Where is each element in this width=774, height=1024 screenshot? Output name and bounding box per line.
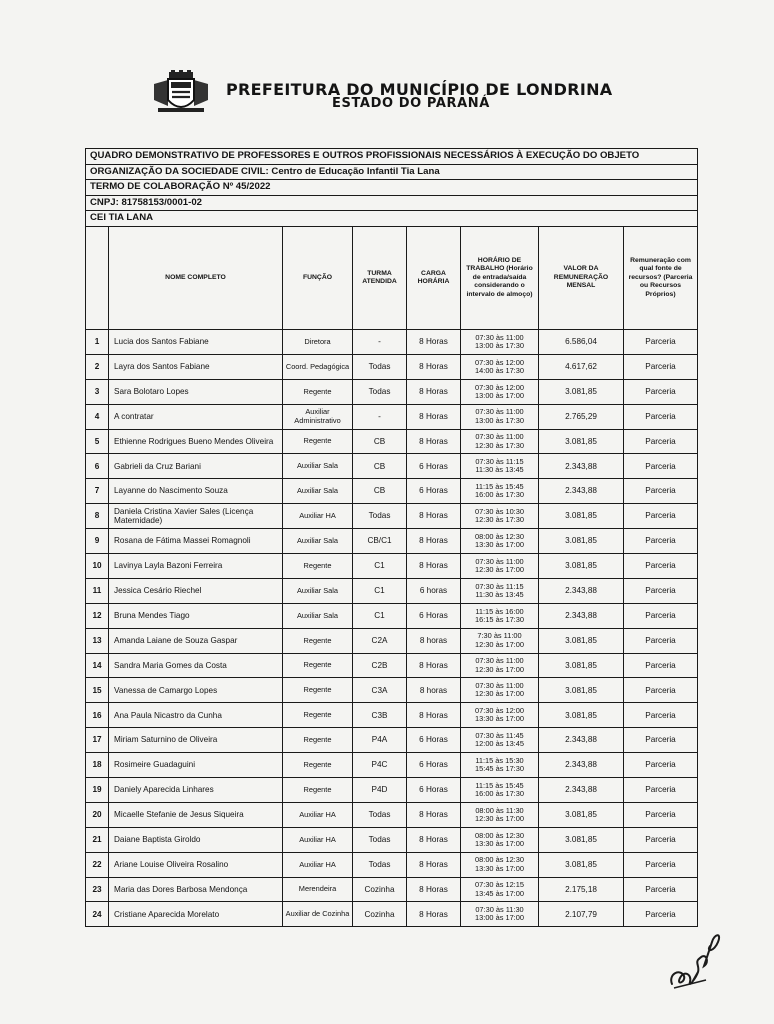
row-name: Rosimeire Guadaguini xyxy=(109,753,283,778)
row-class: Todas xyxy=(353,852,407,877)
row-class: - xyxy=(353,330,407,355)
schedule-morning: 07:30 às 11:00 xyxy=(475,656,524,666)
row-class: Todas xyxy=(353,504,407,529)
schedule-morning: 07:30 às 12:00 xyxy=(475,706,524,716)
row-schedule xyxy=(461,479,539,504)
row-class: C1 xyxy=(353,578,407,603)
schedule-afternoon: 12:30 às 17:30 xyxy=(475,515,524,525)
row-salary: 3.081,85 xyxy=(539,653,624,678)
row-role: Regente xyxy=(283,778,353,803)
row-number: 1 xyxy=(86,330,109,355)
row-class: Cozinha xyxy=(353,902,407,927)
schedule-afternoon: 13:30 às 17:00 xyxy=(475,838,524,848)
row-class: Todas xyxy=(353,379,407,404)
row-name: Ariane Louise Oliveira Rosalino xyxy=(109,852,283,877)
row-funding: Parceria xyxy=(624,753,698,778)
table-row xyxy=(86,330,698,355)
doc-heading: QUADRO DEMONSTRATIVO DE PROFESSORES E OUTROS PROFISSIONAIS NECESSÁRIOS À EXECUÇÃO DO OBJETO xyxy=(86,149,697,165)
row-funding: Parceria xyxy=(624,628,698,653)
row-funding: Parceria xyxy=(624,902,698,927)
row-class: C3B xyxy=(353,703,407,728)
row-salary: 3.081,85 xyxy=(539,554,624,579)
schedule-morning: 07:30 às 11:00 xyxy=(475,407,524,417)
row-class: Cozinha xyxy=(353,877,407,902)
schedule-morning: 07:30 às 12:00 xyxy=(475,357,524,367)
table-row xyxy=(86,628,698,653)
schedule-afternoon: 13:45 às 17:00 xyxy=(475,888,524,898)
row-class: P4C xyxy=(353,753,407,778)
row-class: Todas xyxy=(353,354,407,379)
row-schedule xyxy=(461,877,539,902)
term-line: TERMO DE COLABORAÇÃO Nº 45/2022 xyxy=(86,180,697,196)
row-workload: 8 Horas xyxy=(407,827,461,852)
row-schedule xyxy=(461,902,539,927)
table-row xyxy=(86,753,698,778)
row-schedule xyxy=(461,827,539,852)
row-salary: 2.343,88 xyxy=(539,578,624,603)
row-class: CB xyxy=(353,429,407,454)
coat-of-arms-icon xyxy=(152,70,210,114)
schedule-morning: 07:30 às 11:00 xyxy=(475,681,524,691)
table-row xyxy=(86,678,698,703)
row-salary: 3.081,85 xyxy=(539,678,624,703)
schedule-afternoon: 13:00 às 17:00 xyxy=(475,913,524,923)
schedule-morning: 08:00 às 12:30 xyxy=(475,830,524,840)
staff-table xyxy=(85,226,698,927)
row-workload: 8 Horas xyxy=(407,802,461,827)
table-row xyxy=(86,554,698,579)
row-name: Daiane Baptista Giroldo xyxy=(109,827,283,852)
row-workload: 8 Horas xyxy=(407,429,461,454)
row-workload: 8 Horas xyxy=(407,354,461,379)
row-schedule xyxy=(461,778,539,803)
col-num-header xyxy=(86,227,109,330)
table-row xyxy=(86,852,698,877)
row-role: Regente xyxy=(283,728,353,753)
row-name: Sara Bolotaro Lopes xyxy=(109,379,283,404)
row-role: Regente xyxy=(283,703,353,728)
row-role: Regente xyxy=(283,678,353,703)
handwritten-initials-icon xyxy=(666,922,726,992)
schedule-afternoon: 13:30 às 17:00 xyxy=(475,714,524,724)
row-class: CB xyxy=(353,479,407,504)
row-workload: 8 Horas xyxy=(407,703,461,728)
row-number: 9 xyxy=(86,529,109,554)
row-role: Regente xyxy=(283,753,353,778)
schedule-morning: 11:15 às 15:30 xyxy=(475,755,524,765)
row-workload: 8 horas xyxy=(407,628,461,653)
row-name: Amanda Laiane de Souza Gaspar xyxy=(109,628,283,653)
row-number: 12 xyxy=(86,603,109,628)
row-name: Gabrieli da Cruz Bariani xyxy=(109,454,283,479)
row-class: P4A xyxy=(353,728,407,753)
row-schedule xyxy=(461,802,539,827)
schedule-afternoon: 16:00 às 17:30 xyxy=(475,490,524,500)
table-row xyxy=(86,802,698,827)
schedule-afternoon: 12:00 às 13:45 xyxy=(475,739,524,749)
row-name: Miriam Saturnino de Oliveira xyxy=(109,728,283,753)
row-name: Sandra Maria Gomes da Costa xyxy=(109,653,283,678)
schedule-morning: 07:30 às 10:30 xyxy=(475,506,524,516)
row-salary: 2.343,88 xyxy=(539,778,624,803)
page-subtitle: ESTADO DO PARANÁ xyxy=(332,96,490,111)
table-row xyxy=(86,529,698,554)
row-class: C2A xyxy=(353,628,407,653)
row-role: Auxiliar Sala xyxy=(283,529,353,554)
row-role: Regente xyxy=(283,554,353,579)
row-funding: Parceria xyxy=(624,678,698,703)
schedule-morning: 11:15 às 15:45 xyxy=(475,482,524,492)
row-number: 3 xyxy=(86,379,109,404)
table-row xyxy=(86,902,698,927)
row-salary: 3.081,85 xyxy=(539,802,624,827)
table-row xyxy=(86,404,698,429)
row-salary: 4.617,62 xyxy=(539,354,624,379)
row-name: Lucia dos Santos Fabiane xyxy=(109,330,283,355)
row-class: P4D xyxy=(353,778,407,803)
row-role: Merendeira xyxy=(283,877,353,902)
schedule-morning: 07:30 às 11:00 xyxy=(475,432,524,442)
row-salary: 3.081,85 xyxy=(539,628,624,653)
table-row xyxy=(86,728,698,753)
row-name: Jessica Cesário Riechel xyxy=(109,578,283,603)
schedule-morning: 07:30 às 11:30 xyxy=(475,905,524,915)
organization-line: ORGANIZAÇÃO DA SOCIEDADE CIVIL: Centro de Educação Infantil Tia Lana xyxy=(86,165,697,181)
row-schedule xyxy=(461,429,539,454)
row-role: Auxiliar Administrativo xyxy=(283,404,353,429)
row-role: Auxiliar de Cozinha xyxy=(283,902,353,927)
schedule-afternoon: 15:45 às 17:30 xyxy=(475,764,524,774)
row-workload: 6 horas xyxy=(407,578,461,603)
col-funding-header: Remuneração com qual fonte de recursos? (Parceria ou Recursos Próprios) xyxy=(624,227,698,330)
row-class: Todas xyxy=(353,802,407,827)
schedule-morning: 07:30 às 11:00 xyxy=(475,332,524,342)
row-schedule xyxy=(461,603,539,628)
page-title: PREFEITURA DO MUNICÍPIO DE LONDRINA xyxy=(226,80,613,99)
row-name: Micaelle Stefanie de Jesus Siqueira xyxy=(109,802,283,827)
row-schedule xyxy=(461,330,539,355)
row-schedule xyxy=(461,404,539,429)
row-role: Auxiliar HA xyxy=(283,504,353,529)
table-header-row xyxy=(86,227,698,330)
schedule-afternoon: 11:30 às 13:45 xyxy=(475,589,524,599)
row-workload: 6 Horas xyxy=(407,753,461,778)
schedule-morning: 08:00 às 12:30 xyxy=(475,531,524,541)
table-row xyxy=(86,379,698,404)
row-schedule xyxy=(461,628,539,653)
row-salary: 3.081,85 xyxy=(539,703,624,728)
document-info-block xyxy=(85,148,698,227)
schedule-afternoon: 12:30 às 17:00 xyxy=(475,813,524,823)
schedule-morning: 11:15 às 16:00 xyxy=(475,606,524,616)
row-role: Auxiliar Sala xyxy=(283,578,353,603)
col-salary-header: VALOR DA REMUNERAÇÃO MENSAL xyxy=(539,227,624,330)
row-workload: 8 Horas xyxy=(407,877,461,902)
row-workload: 8 Horas xyxy=(407,529,461,554)
schedule-morning: 07:30 às 12:00 xyxy=(475,382,524,392)
row-workload: 6 Horas xyxy=(407,778,461,803)
row-funding: Parceria xyxy=(624,379,698,404)
row-name: Ethienne Rodrigues Bueno Mendes Oliveira xyxy=(109,429,283,454)
page-header xyxy=(150,70,620,120)
schedule-morning: 11:15 às 15:45 xyxy=(475,780,524,790)
row-name: Rosana de Fátima Massei Romagnoli xyxy=(109,529,283,554)
row-number: 15 xyxy=(86,678,109,703)
row-class: CB xyxy=(353,454,407,479)
schedule-afternoon: 12:30 às 17:00 xyxy=(475,664,524,674)
schedule-morning: 07:30 às 11:15 xyxy=(475,457,524,467)
row-number: 4 xyxy=(86,404,109,429)
row-number: 17 xyxy=(86,728,109,753)
row-role: Auxiliar Sala xyxy=(283,479,353,504)
row-funding: Parceria xyxy=(624,852,698,877)
row-schedule xyxy=(461,753,539,778)
row-role: Regente xyxy=(283,429,353,454)
table-row xyxy=(86,578,698,603)
row-class: C2B xyxy=(353,653,407,678)
row-number: 24 xyxy=(86,902,109,927)
row-schedule xyxy=(461,379,539,404)
row-funding: Parceria xyxy=(624,404,698,429)
row-funding: Parceria xyxy=(624,778,698,803)
row-role: Auxiliar Sala xyxy=(283,454,353,479)
row-name: Lavinya Layla Bazoni Ferreira xyxy=(109,554,283,579)
row-name: Daniely Aparecida Linhares xyxy=(109,778,283,803)
row-schedule xyxy=(461,703,539,728)
row-name: Maria das Dores Barbosa Mendonça xyxy=(109,877,283,902)
row-salary: 2.343,88 xyxy=(539,728,624,753)
row-number: 10 xyxy=(86,554,109,579)
row-schedule xyxy=(461,454,539,479)
row-schedule xyxy=(461,504,539,529)
row-role: Auxiliar Sala xyxy=(283,603,353,628)
table-row xyxy=(86,354,698,379)
row-class: C1 xyxy=(353,603,407,628)
row-schedule xyxy=(461,578,539,603)
row-workload: 8 horas xyxy=(407,678,461,703)
schedule-afternoon: 14:00 às 17:30 xyxy=(475,365,524,375)
row-number: 21 xyxy=(86,827,109,852)
row-workload: 8 Horas xyxy=(407,379,461,404)
row-role: Regente xyxy=(283,379,353,404)
row-role: Regente xyxy=(283,628,353,653)
row-role: Auxiliar HA xyxy=(283,802,353,827)
row-salary: 2.765,29 xyxy=(539,404,624,429)
col-schedule-header: HORÁRIO DE TRABALHO (Horário de entrada/saída considerando o intervalo de almoço) xyxy=(461,227,539,330)
row-role: Auxiliar HA xyxy=(283,852,353,877)
row-number: 18 xyxy=(86,753,109,778)
row-name: Vanessa de Camargo Lopes xyxy=(109,678,283,703)
table-row xyxy=(86,504,698,529)
row-funding: Parceria xyxy=(624,603,698,628)
row-number: 5 xyxy=(86,429,109,454)
row-name: Daniela Cristina Xavier Sales (Licença Maternidade) xyxy=(109,504,283,529)
row-salary: 2.343,88 xyxy=(539,479,624,504)
schedule-morning: 7:30 às 11:00 xyxy=(477,631,522,641)
row-number: 16 xyxy=(86,703,109,728)
row-number: 11 xyxy=(86,578,109,603)
row-number: 8 xyxy=(86,504,109,529)
row-workload: 6 Horas xyxy=(407,479,461,504)
table-row xyxy=(86,653,698,678)
row-schedule xyxy=(461,678,539,703)
row-class: - xyxy=(353,404,407,429)
row-class: C1 xyxy=(353,554,407,579)
table-row xyxy=(86,479,698,504)
row-funding: Parceria xyxy=(624,653,698,678)
row-schedule xyxy=(461,728,539,753)
row-funding: Parceria xyxy=(624,330,698,355)
row-schedule xyxy=(461,554,539,579)
row-funding: Parceria xyxy=(624,802,698,827)
row-number: 7 xyxy=(86,479,109,504)
schedule-afternoon: 16:15 às 17:30 xyxy=(475,614,524,624)
row-class: C3A xyxy=(353,678,407,703)
schedule-afternoon: 12:30 às 17:00 xyxy=(475,639,524,649)
col-name-header: NOME COMPLETO xyxy=(109,227,283,330)
table-row xyxy=(86,454,698,479)
schedule-morning: 07:30 às 11:15 xyxy=(475,581,524,591)
row-number: 2 xyxy=(86,354,109,379)
row-workload: 8 Horas xyxy=(407,653,461,678)
schedule-afternoon: 13:00 às 17:00 xyxy=(475,390,524,400)
table-row xyxy=(86,603,698,628)
row-role: Auxiliar HA xyxy=(283,827,353,852)
row-salary: 2.343,88 xyxy=(539,753,624,778)
row-salary: 2.175,18 xyxy=(539,877,624,902)
schedule-afternoon: 12:30 às 17:00 xyxy=(475,564,524,574)
row-workload: 6 Horas xyxy=(407,603,461,628)
cnpj-line: CNPJ: 81758153/0001-02 xyxy=(86,196,697,212)
row-salary: 6.586,04 xyxy=(539,330,624,355)
row-workload: 8 Horas xyxy=(407,404,461,429)
row-funding: Parceria xyxy=(624,429,698,454)
table-row xyxy=(86,778,698,803)
row-funding: Parceria xyxy=(624,554,698,579)
row-funding: Parceria xyxy=(624,703,698,728)
schedule-afternoon: 13:00 às 17:30 xyxy=(475,415,524,425)
row-funding: Parceria xyxy=(624,578,698,603)
table-row xyxy=(86,429,698,454)
schedule-morning: 07:30 às 11:45 xyxy=(475,730,524,740)
row-schedule xyxy=(461,653,539,678)
row-salary: 3.081,85 xyxy=(539,504,624,529)
row-role: Coord. Pedagógica xyxy=(283,354,353,379)
schedule-afternoon: 13:30 às 17:00 xyxy=(475,540,524,550)
row-class: Todas xyxy=(353,827,407,852)
col-class-header: TURMA ATENDIDA xyxy=(353,227,407,330)
row-salary: 3.081,85 xyxy=(539,529,624,554)
row-name: Layra dos Santos Fabiane xyxy=(109,354,283,379)
row-workload: 6 Horas xyxy=(407,454,461,479)
row-number: 6 xyxy=(86,454,109,479)
row-name: Bruna Mendes Tiago xyxy=(109,603,283,628)
table-row xyxy=(86,827,698,852)
row-name: Ana Paula Nicastro da Cunha xyxy=(109,703,283,728)
row-salary: 2.107,79 xyxy=(539,902,624,927)
schedule-afternoon: 12:30 às 17:00 xyxy=(475,689,524,699)
row-salary: 2.343,88 xyxy=(539,454,624,479)
row-funding: Parceria xyxy=(624,504,698,529)
row-workload: 8 Horas xyxy=(407,330,461,355)
row-number: 14 xyxy=(86,653,109,678)
schedule-afternoon: 12:30 às 17:30 xyxy=(475,440,524,450)
row-role: Regente xyxy=(283,653,353,678)
table-row xyxy=(86,703,698,728)
row-number: 13 xyxy=(86,628,109,653)
row-salary: 3.081,85 xyxy=(539,827,624,852)
row-workload: 8 Horas xyxy=(407,554,461,579)
schedule-morning: 07:30 às 12:15 xyxy=(475,880,524,890)
row-name: Layanne do Nascimento Souza xyxy=(109,479,283,504)
row-role: Diretora xyxy=(283,330,353,355)
schedule-morning: 07:30 às 11:00 xyxy=(475,556,524,566)
row-funding: Parceria xyxy=(624,877,698,902)
schedule-afternoon: 11:30 às 13:45 xyxy=(475,465,524,475)
row-number: 19 xyxy=(86,778,109,803)
row-salary: 3.081,85 xyxy=(539,852,624,877)
table-row xyxy=(86,877,698,902)
row-name: A contratar xyxy=(109,404,283,429)
row-funding: Parceria xyxy=(624,827,698,852)
row-funding: Parceria xyxy=(624,454,698,479)
row-schedule xyxy=(461,529,539,554)
unit-line: CEI TIA LANA xyxy=(86,211,697,227)
row-workload: 8 Horas xyxy=(407,852,461,877)
schedule-afternoon: 13:00 às 17:30 xyxy=(475,340,524,350)
row-workload: 8 Horas xyxy=(407,902,461,927)
row-funding: Parceria xyxy=(624,728,698,753)
row-number: 23 xyxy=(86,877,109,902)
schedule-afternoon: 13:30 às 17:00 xyxy=(475,863,524,873)
row-funding: Parceria xyxy=(624,529,698,554)
row-name: Cristiane Aparecida Morelato xyxy=(109,902,283,927)
col-workload-header: CARGA HORÁRIA xyxy=(407,227,461,330)
schedule-morning: 08:00 às 12:30 xyxy=(475,855,524,865)
row-class: CB/C1 xyxy=(353,529,407,554)
row-schedule xyxy=(461,354,539,379)
row-number: 22 xyxy=(86,852,109,877)
schedule-afternoon: 16:00 às 17:30 xyxy=(475,788,524,798)
schedule-morning: 08:00 às 11:30 xyxy=(475,805,524,815)
row-funding: Parceria xyxy=(624,479,698,504)
row-salary: 3.081,85 xyxy=(539,379,624,404)
row-funding: Parceria xyxy=(624,354,698,379)
row-workload: 8 Horas xyxy=(407,504,461,529)
row-salary: 3.081,85 xyxy=(539,429,624,454)
row-number: 20 xyxy=(86,802,109,827)
col-role-header: FUNÇÃO xyxy=(283,227,353,330)
row-salary: 2.343,88 xyxy=(539,603,624,628)
row-workload: 6 Horas xyxy=(407,728,461,753)
row-schedule xyxy=(461,852,539,877)
